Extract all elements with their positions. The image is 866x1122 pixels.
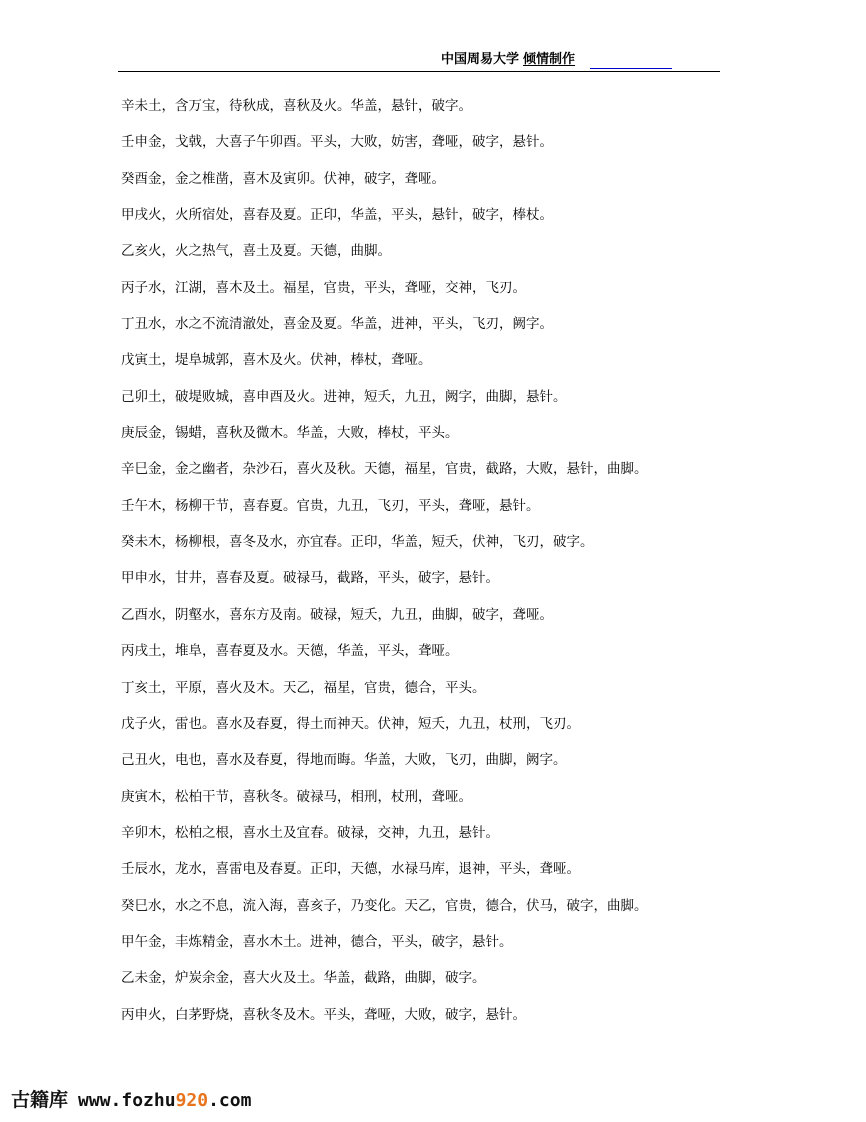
entry-line: 壬午木，杨柳干节，喜春夏。官贵，九丑，飞刃，平头，聋哑，悬针。 bbox=[121, 497, 540, 514]
entry-line: 乙亥火，火之热气，喜土及夏。天德，曲脚。 bbox=[121, 243, 391, 260]
entry-line: 己卯土，破堤败城，喜申酉及火。进神，短夭，九丑，阙字，曲脚，悬针。 bbox=[121, 388, 567, 405]
header-author: 倾情制作 bbox=[523, 52, 576, 67]
entry-line: 庚寅木，松柏干节，喜秋冬。破禄马，相刑，杖刑，聋哑。 bbox=[121, 788, 472, 805]
entry-line: 丙子水，江湖，喜木及土。福星，官贵，平头，聋哑，交神，飞刃。 bbox=[121, 279, 526, 296]
entry-line: 戊子火，雷也。喜水及春夏，得土而神天。伏神，短夭，九丑，杖刑，飞刃。 bbox=[121, 715, 580, 732]
entry-line: 乙酉水，阴壑水，喜东方及南。破禄，短夭，九丑，曲脚，破字，聋哑。 bbox=[121, 606, 553, 623]
url-suffix: .com bbox=[208, 1090, 252, 1111]
entry-line: 乙未金，炉炭余金，喜大火及土。华盖，截路，曲脚，破字。 bbox=[121, 970, 486, 987]
entry-line: 辛巳金，金之幽者，杂沙石，喜火及秋。天德，福星，官贵，截路，大败，悬针，曲脚。 bbox=[121, 461, 648, 478]
watermark-brand: 古籍库 bbox=[11, 1089, 69, 1111]
site-watermark bbox=[11, 1087, 251, 1114]
entry-line: 丁亥土，平原，喜火及木。天乙，福星，官贵，德合，平头。 bbox=[121, 679, 486, 696]
watermark-url bbox=[78, 1090, 251, 1111]
entry-line: 癸酉金，金之椎凿，喜木及寅卯。伏神，破字，聋哑。 bbox=[121, 170, 445, 187]
entry-list bbox=[121, 96, 821, 1041]
entry-line: 甲申水，甘井，喜春及夏。破禄马，截路，平头，破字，悬针。 bbox=[121, 570, 499, 587]
header-institution: 中国周易大学 bbox=[441, 52, 520, 67]
entry-line: 戊寅土，堤阜城郭，喜木及火。伏神，棒杖，聋哑。 bbox=[121, 352, 432, 369]
entry-line: 癸巳水，水之不息，流入海，喜亥子，乃变化。天乙，官贵，德合，伏马，破字，曲脚。 bbox=[121, 897, 648, 914]
header-underline bbox=[590, 68, 672, 69]
entry-line: 己丑火，电也，喜水及春夏，得地而晦。华盖，大败，飞刃，曲脚，阙字。 bbox=[121, 752, 567, 769]
url-prefix: www.fozhu bbox=[78, 1090, 176, 1111]
entry-line: 丙戌土，堆阜，喜春夏及水。天德，华盖，平头，聋哑。 bbox=[121, 643, 459, 660]
entry-line: 壬辰水，龙水，喜雷电及春夏。正印，天德，水禄马库，退神，平头，聋哑。 bbox=[121, 861, 580, 878]
entry-line: 辛未土，含万宝，待秋成，喜秋及火。华盖，悬针，破字。 bbox=[121, 98, 472, 114]
entry-line: 丁丑水，水之不流清澈处，喜金及夏。华盖，进神，平头，飞刃，阙字。 bbox=[121, 316, 553, 333]
header-rule bbox=[118, 71, 720, 72]
entry-line: 丙申火，白茅野烧，喜秋冬及木。平头，聋哑，大败，破字，悬针。 bbox=[121, 1006, 526, 1023]
entry-line: 庚辰金，锡蜡，喜秋及微木。华盖，大败，棒杖，平头。 bbox=[121, 425, 459, 442]
entry-line: 甲戌火，火所宿处，喜春及夏。正印，华盖，平头，悬针，破字，棒杖。 bbox=[121, 207, 553, 224]
entry-line: 甲午金，丰炼精金，喜水木土。进神，德合，平头，破字，悬针。 bbox=[121, 933, 513, 950]
entry-line: 壬申金，戈戟，大喜子午卯酉。平头，大败，妨害，聋哑，破字，悬针。 bbox=[121, 134, 553, 151]
page-header bbox=[441, 51, 575, 69]
entry-line: 癸未木，杨柳根，喜冬及水，亦宜春。正印，华盖，短夭，伏神，飞刃，破字。 bbox=[121, 534, 594, 551]
url-digits: 920 bbox=[175, 1090, 209, 1111]
entry-line: 辛卯木，松柏之根，喜水土及宜春。破禄，交神，九丑，悬针。 bbox=[121, 824, 499, 841]
